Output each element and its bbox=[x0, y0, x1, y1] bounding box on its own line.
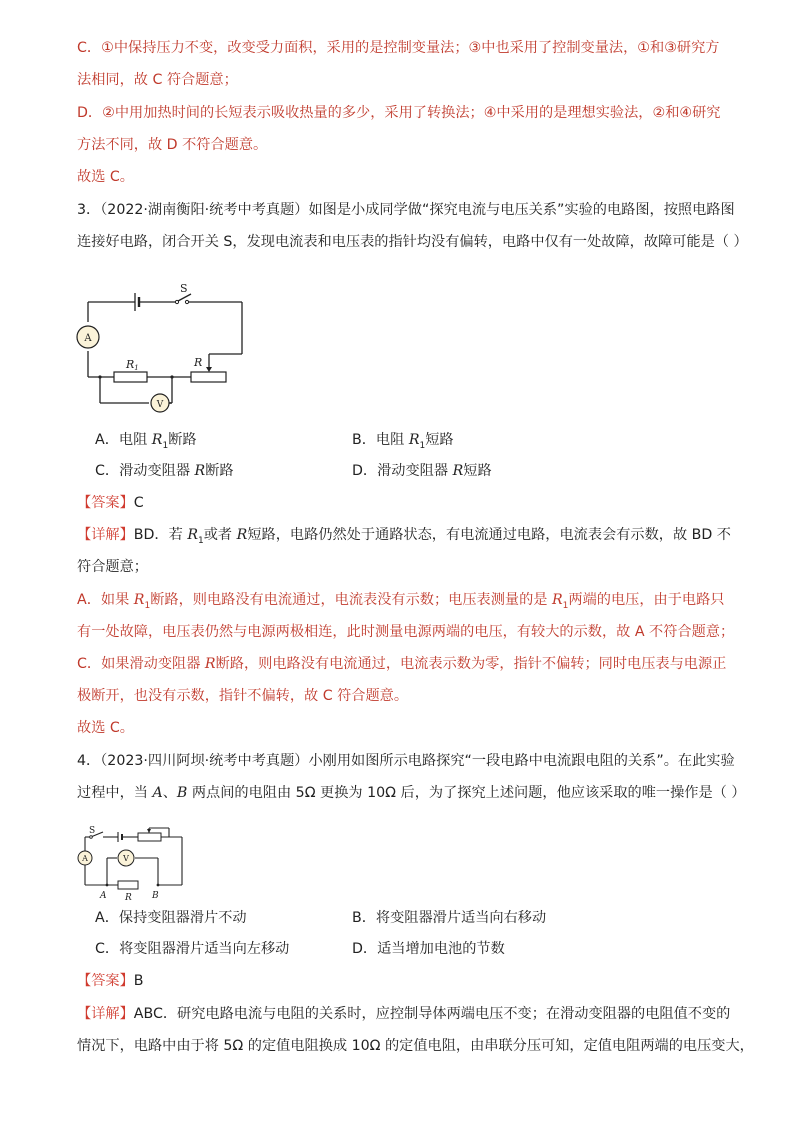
explanation-d-line1: D．②中用加热时间的长短表示吸收热量的多少，采用了转换法；④中采用的是理想实验法，②和④研究 bbox=[77, 105, 721, 121]
q3-r1-label: R1 bbox=[126, 358, 139, 372]
q3-detail-line3: A．如果 $R_1$断路，则电路没有电流通过，电流表没有示数；电压表测量的是 $R_1$两端的电压，由于电路只 bbox=[77, 592, 725, 611]
q3-detail-line5: C．如果滑动变阻器 R断路，则电路没有电流通过，电流表示数为零，指针不偏转；同时电压表与电源正 bbox=[77, 656, 727, 672]
q4-voltmeter-label: V bbox=[123, 854, 129, 863]
q4-switch-label: S bbox=[89, 826, 96, 836]
q4-stem-line1: 4．（2023·四川阿坝·统考中考真题）小刚用如图所示电路探究“一段电路中电流跟电阻的关系”。在此实验 bbox=[77, 753, 735, 769]
q3-rheostat bbox=[191, 372, 226, 382]
q4-option-b[interactable]: B．将变阻器滑片适当向右移动 bbox=[352, 910, 547, 926]
q3-detail-line4: 有一处故障，电压表仍然与电源两极相连，此时测量电源两端的电压，有较大的示数，故 A 不符合题意； bbox=[77, 624, 735, 640]
q4-rheostat bbox=[138, 833, 161, 841]
q3-ammeter bbox=[77, 326, 99, 348]
q4-point-b: B bbox=[152, 891, 159, 901]
q4-stem-line2: 过程中，当 A、B 两点间的电阻由 5Ω 更换为 10Ω 后，为了探究上述问题，他应该采取的唯一操作是（ ） bbox=[77, 785, 746, 801]
q4-option-a[interactable]: A．保持变阻器滑片不动 bbox=[95, 910, 247, 926]
q3-option-c[interactable]: C．滑动变阻器 R断路 bbox=[95, 463, 234, 479]
q4-point-a: A bbox=[100, 891, 107, 901]
q4-detail-line2: 情况下，电路中由于将 5Ω 的定值电阻换成 10Ω 的定值电阻，由串联分压可知，定值电阻两端的电压变大， bbox=[77, 1038, 754, 1054]
q4-answer: 【答案】B bbox=[77, 973, 144, 989]
explanation-c-line1: C．①中保持压力不变，改变受力面积，采用的是控制变量法；③中也采用了控制变量法，①和③研究方 bbox=[77, 40, 720, 56]
q3-answer: 【答案】C bbox=[77, 495, 144, 511]
q4-detail-line1: 【详解】ABC．研究电路电流与电阻的关系时，应控制导体两端电压不变；在滑动变阻器的电阻值不变的 bbox=[77, 1006, 731, 1022]
q3-choose-c: 故选 C。 bbox=[77, 720, 134, 736]
q3-detail-line2: 符合题意； bbox=[77, 559, 148, 575]
q3-detail-line6: 极断开，也没有示数，指针不偏转，故 C 符合题意。 bbox=[77, 688, 409, 704]
q3-voltmeter bbox=[151, 394, 169, 412]
q3-option-d[interactable]: D．滑动变阻器 R短路 bbox=[352, 463, 492, 479]
q3-option-b[interactable]: B．电阻 $R_1$短路 bbox=[352, 432, 454, 451]
q4-option-c[interactable]: C．将变阻器滑片适当向左移动 bbox=[95, 941, 290, 957]
q3-detail-line1: 【详解】BD．若 $R_1$或者 R短路，电路仍然处于通路状态，有电流通过电路，电流表会有示数，故 BD 不 bbox=[77, 527, 731, 546]
q3-rheostat-slider bbox=[206, 367, 212, 372]
q3-switch bbox=[175, 294, 191, 304]
q3-circuit-diagram bbox=[76, 282, 248, 412]
q4-resistor-label: R bbox=[125, 893, 132, 903]
q3-switch-label: S bbox=[180, 282, 188, 295]
explanation-d-line2: 方法不同，故 D 不符合题意。 bbox=[77, 137, 268, 153]
q3-rheostat-label: R bbox=[194, 356, 203, 369]
q3-stem-line2: 连接好电路，闭合开关 S，发现电流表和电压表的指针均没有偏转，电路中仅有一处故障，故障可能是（ ） bbox=[77, 234, 748, 250]
q4-option-d[interactable]: D．适当增加电池的节数 bbox=[352, 941, 505, 957]
q3-resistor-r1 bbox=[114, 372, 147, 382]
q3-stem-line1: 3．（2022·湖南衡阳·统考中考真题）如图是小成同学做“探究电流与电压关系”实验的电路图，按照电路图 bbox=[77, 202, 735, 218]
choose-c-conclusion: 故选 C。 bbox=[77, 169, 134, 185]
q4-resistor bbox=[118, 881, 138, 889]
q4-ammeter-label: A bbox=[82, 854, 88, 863]
q3-voltmeter-label: V bbox=[156, 400, 164, 410]
q4-circuit-diagram bbox=[72, 826, 187, 903]
q3-ammeter-label: A bbox=[84, 333, 92, 344]
explanation-c-line2: 法相同，故 C 符合题意； bbox=[77, 72, 238, 88]
q3-option-a[interactable]: A．电阻 $R_1$断路 bbox=[95, 432, 197, 451]
